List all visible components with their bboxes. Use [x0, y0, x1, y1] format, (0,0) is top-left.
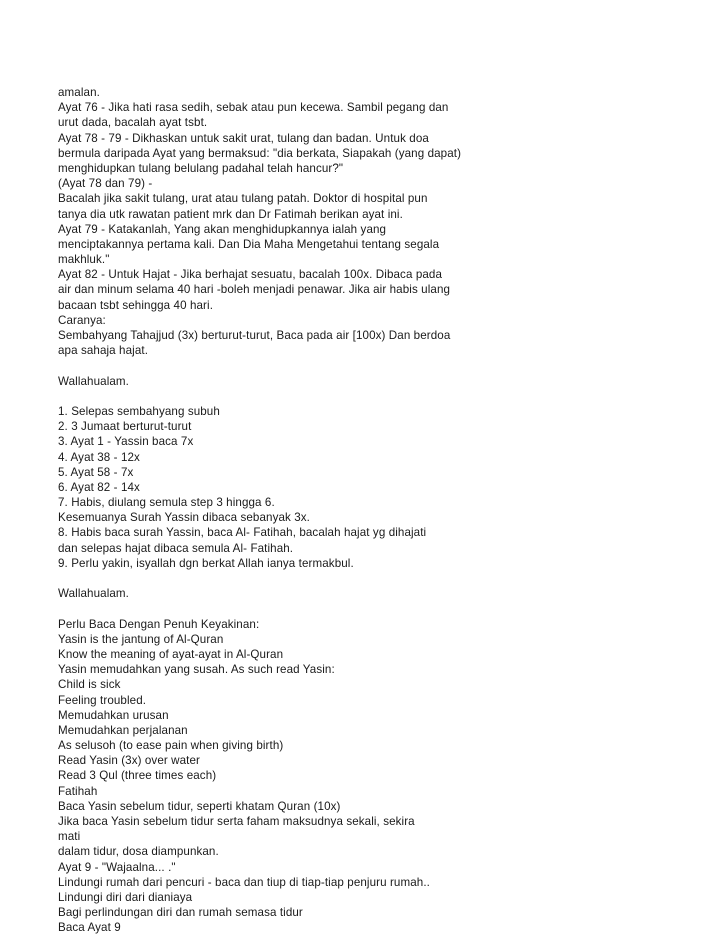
- document-body: [58, 85, 718, 936]
- text-line: Fatihah: [58, 784, 98, 798]
- section-steps-list: [58, 404, 718, 571]
- text-line: Lindungi diri dari dianiaya: [58, 890, 193, 904]
- text-line: tanya dia utk rawatan patient mrk dan Dr Fatimah berikan ayat ini.: [58, 207, 403, 221]
- text-line: air dan minum selama 40 hari -boleh menjadi penawar. Jika air habis ulang: [58, 283, 451, 297]
- list-item: 3. Ayat 1 - Yassin baca 7x: [58, 435, 194, 449]
- text-line: makhluk.": [58, 253, 110, 267]
- section-ayat-uses: [58, 85, 718, 358]
- text-line: Read 3 Qul (three times each): [58, 769, 217, 783]
- text-line: Caranya:: [58, 313, 106, 327]
- text-line: Ayat 78 - 79 - Dikhaskan untuk sakit urat, tulang dan badan. Untuk doa: [58, 131, 429, 145]
- text-line: Yasin is the jantung of Al-Quran: [58, 632, 224, 646]
- text-line: Sembahyang Tahajjud (3x) berturut-turut, Baca pada air [100x) Dan berdoa: [58, 329, 451, 342]
- text-line: Bacalah jika sakit tulang, urat atau tulang patah. Doktor di hospital pun: [58, 192, 428, 206]
- text-line: amalan.: [58, 86, 100, 99]
- text-line: Child is sick: [58, 678, 121, 692]
- text-line: Ayat 82 - Untuk Hajat - Jika berhajat sesuatu, bacalah 100x. Dibaca pada: [58, 268, 443, 282]
- text-line: Memudahkan urusan: [58, 708, 169, 722]
- text-line: dalam tidur, dosa diampunkan.: [58, 845, 219, 859]
- wallahualam-text: Wallahualam.: [58, 374, 130, 388]
- list-item: 6. Ayat 82 - 14x: [58, 480, 140, 494]
- list-item: 9. Perlu yakin, isyallah dgn berkat Allah ianya termakbul.: [58, 556, 354, 570]
- text-line: Lindungi rumah dari pencuri - baca dan tiup di tiap-tiap penjuru rumah..: [58, 875, 430, 889]
- text-line: menciptakannya pertama kali. Dan Dia Maha Mengetahui tentang segala: [58, 237, 440, 251]
- text-line: Read Yasin (3x) over water: [58, 754, 201, 768]
- text-line: Feeling troubled.: [58, 693, 147, 707]
- text-line: bacaan tsbt sehingga 40 hari.: [58, 298, 214, 312]
- text-line: As selusoh (to ease pain when giving birth): [58, 739, 284, 753]
- list-item: dan selepas hajat dibaca semula Al- Fatihah.: [58, 541, 294, 555]
- wallahualam-text: Wallahualam.: [58, 587, 130, 601]
- text-line: Bagi perlindungan diri dan rumah semasa tidur: [58, 906, 303, 920]
- text-line: Baca Yasin sebelum tidur, seperti khatam Quran (10x): [58, 799, 341, 813]
- text-line: Memudahkan perjalanan: [58, 723, 188, 737]
- text-line: Ayat 76 - Jika hati rasa sedih, sebak atau pun kecewa. Sambil pegang dan: [58, 101, 449, 115]
- text-line: (Ayat 78 dan 79) -: [58, 177, 153, 191]
- text-line: mati: [58, 830, 81, 844]
- list-item: 4. Ayat 38 - 12x: [58, 450, 140, 464]
- text-line: Perlu Baca Dengan Penuh Keyakinan:: [58, 617, 260, 631]
- list-item: 2. 3 Jumaat berturut-turut: [58, 420, 192, 434]
- list-item: 8. Habis baca surah Yassin, baca Al- Fatihah, bacalah hajat yg dihajati: [58, 526, 427, 540]
- text-line: Yasin memudahkan yang susah. As such read Yasin:: [58, 663, 335, 677]
- list-item: 1. Selepas sembahyang subuh: [58, 404, 220, 418]
- text-line: Baca Ayat 9: [58, 921, 121, 935]
- list-item: Kesemuanya Surah Yassin dibaca sebanyak 3x.: [58, 511, 311, 525]
- text-line: Ayat 79 - Katakanlah, Yang akan menghidupkannya ialah yang: [58, 222, 387, 236]
- text-line: bermula daripada Ayat yang bermaksud: "dia berkata, Siapakah (yang dapat): [58, 146, 462, 160]
- text-line: Jika baca Yasin sebelum tidur serta faham maksudnya sekali, sekira: [58, 815, 415, 828]
- text-line: urut dada, bacalah ayat tsbt.: [58, 116, 208, 130]
- blank-line: [58, 389, 718, 404]
- text-line: Ayat 9 - "Wajaalna... .": [58, 860, 176, 874]
- text-line: Know the meaning of ayat-ayat in Al-Quran: [58, 647, 284, 661]
- list-item: 7. Habis, diulang semula step 3 hingga 6.: [58, 496, 275, 510]
- blank-line: [58, 601, 718, 616]
- list-item: 5. Ayat 58 - 7x: [58, 465, 134, 479]
- blank-line: [58, 358, 718, 373]
- text-line: menghidupkan tulang belulang padahal telah hancur?": [58, 161, 344, 175]
- blank-line: [58, 571, 718, 586]
- text-line: apa sahaja hajat.: [58, 344, 149, 358]
- section-yasin-benefits: [58, 617, 718, 936]
